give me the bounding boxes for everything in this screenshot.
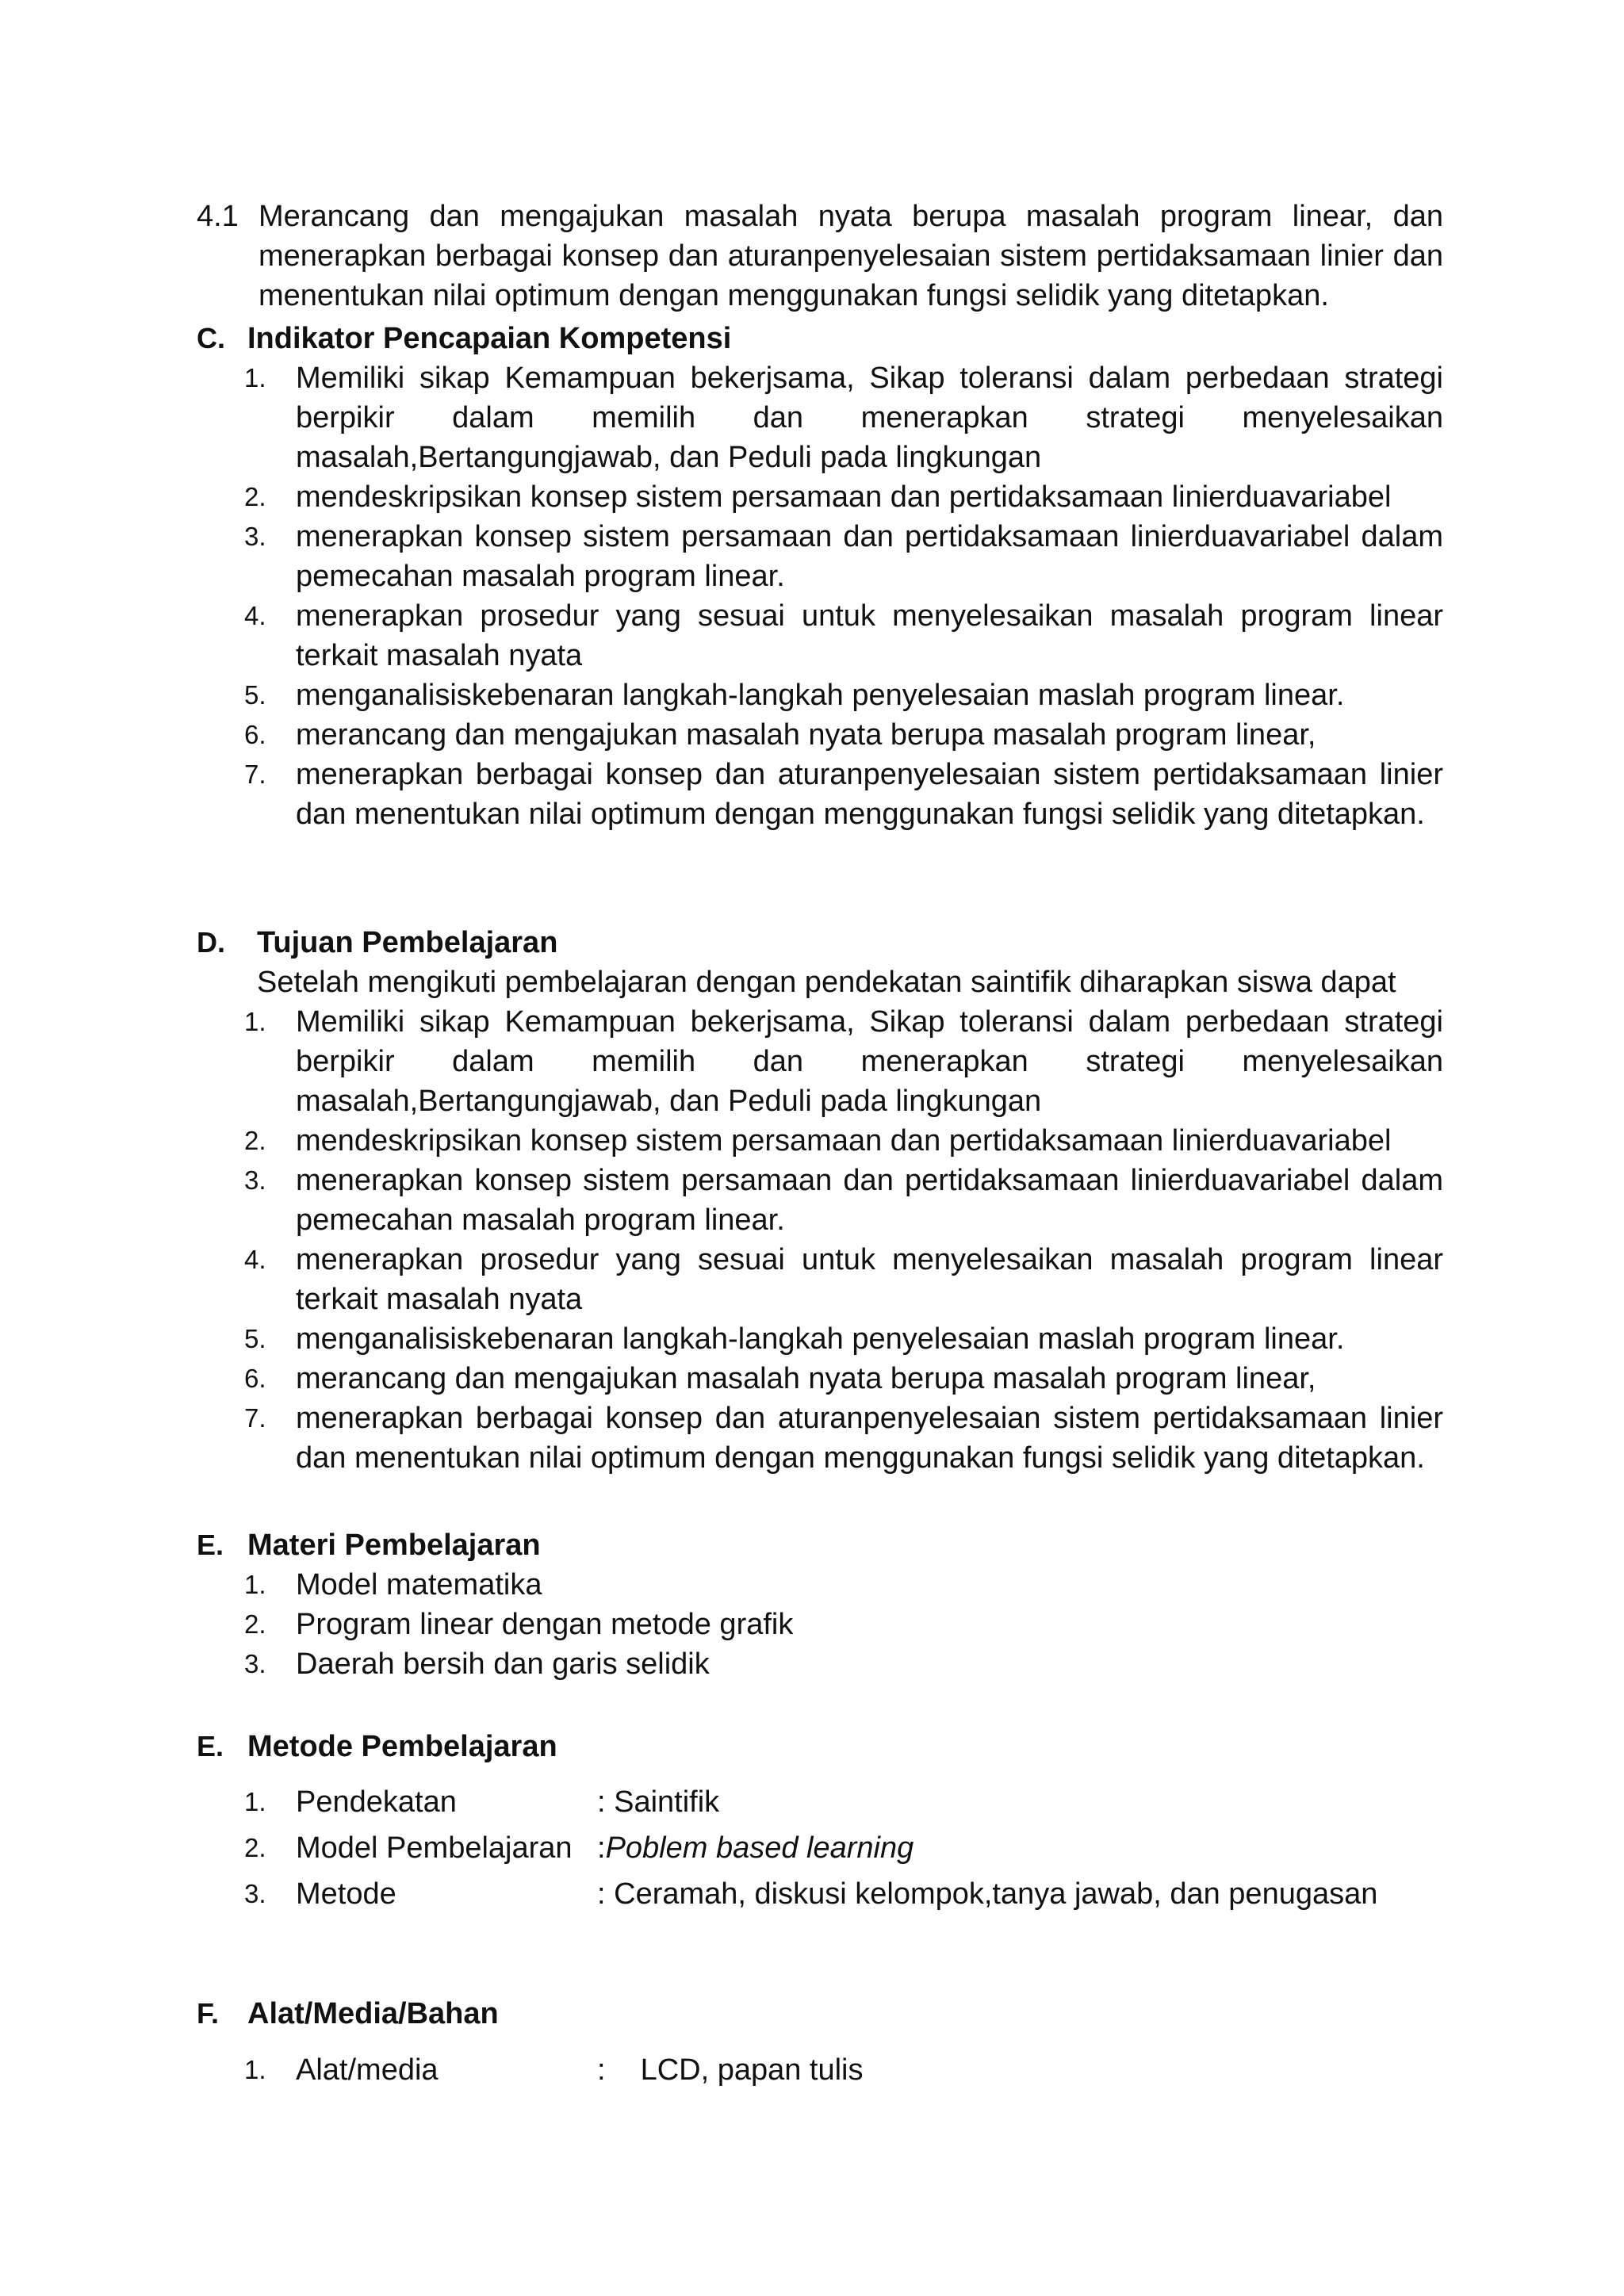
section-title: Metode Pembelajaran [247,1730,557,1763]
intro-text: Merancang dan mengajukan masalah nyata berupa masalah program linear, dan menerapkan berbagai konsep dan aturanpenyelesaian sistem pertidaksamaan linier dan menentukan nilai optimum dengan menggunakan fungsi selidik yang ditetapkan. [259,200,1443,312]
intro-number: 4.1 [197,200,239,233]
section-materi [197,1525,1443,1684]
section-heading [197,923,1443,962]
list-item: 3. Daerah bersih dan garis selidik [244,1647,710,1681]
list-item: 1. Alat/media : LCD, papan tulis [244,2053,864,2087]
list-item: 2. mendeskripsikan konsep sistem persamaan dan pertidaksamaan linierduavariabel [244,1124,1392,1158]
section-heading [197,1727,1443,1766]
section-alat [197,1994,1443,2034]
section-letter: E. [197,1529,224,1561]
section-title: Indikator Pencapaian Kompetensi [247,322,732,355]
section-title: Materi Pembelajaran [247,1529,541,1562]
list-item: 1. Pendekatan : Saintifik [244,1785,720,1819]
list-item: 1. Model matematika [244,1568,542,1601]
section-heading [197,1994,1443,2034]
section-title: Tujuan Pembelajaran [257,926,558,959]
list-item: 5. menganalisiskebenaran langkah-langkah penyelesaian maslah program linear. [244,679,1345,712]
intro-paragraph [197,197,1443,316]
list-item: 2. Model Pembelajaran :Poblem based learning [244,1831,914,1865]
tujuan-list [197,1002,1443,1478]
list-item: 7. menerapkan berbagai konsep dan aturanpenyelesaian sistem pertidaksamaan linier dan menentukan nilai optimum dengan menggunakan fungsi selidik yang ditetapkan. [244,1402,1443,1475]
list-item: 4. menerapkan prosedur yang sesuai untuk menyelesaikan masalah program linear terkait masalah nyata [244,1243,1443,1316]
section-title: Alat/Media/Bahan [247,1997,499,2030]
section-letter: E. [197,1730,224,1762]
list-item: 1. Memiliki sikap Kemampuan bekerjsama, Sikap toleransi dalam perbedaan strategi berpikir dalam memilih dan menerapkan strategi menyelesaikan masalah,Bertangungjawab, dan Peduli pada lingkungan [244,362,1443,474]
alat-list [197,2047,1443,2093]
materi-list [197,1565,1443,1684]
list-item: 2. mendeskripsikan konsep sistem persamaan dan pertidaksamaan linierduavariabel [244,480,1392,514]
list-item: 7. menerapkan berbagai konsep dan aturanpenyelesaian sistem pertidaksamaan linier dan menentukan nilai optimum dengan menggunakan fungsi selidik yang ditetapkan. [244,758,1443,831]
section-heading [197,319,1443,358]
section-tujuan [197,923,1443,1478]
section-letter: C. [197,322,225,354]
section-heading [197,1525,1443,1565]
list-item: 3. menerapkan konsep sistem persamaan dan pertidaksamaan linierduavariabel dalam pemecahan masalah program linear. [244,1164,1443,1237]
section-letter: F. [197,1997,220,2030]
list-item: 4. menerapkan prosedur yang sesuai untuk menyelesaikan masalah program linear terkait masalah nyata [244,599,1443,672]
section-metode [197,1727,1443,1766]
list-item: 5. menganalisiskebenaran langkah-langkah penyelesaian maslah program linear. [244,1322,1345,1356]
indikator-list [197,358,1443,834]
list-item: 3. Metode : Ceramah, diskusi kelompok,tanya jawab, dan penugasan [244,1877,1378,1911]
section-letter: D. [197,926,225,959]
list-item: 6. merancang dan mengajukan masalah nyata berupa masalah program linear, [244,1362,1316,1395]
list-item: 6. merancang dan mengajukan masalah nyata berupa masalah program linear, [244,718,1316,752]
list-item: 3. menerapkan konsep sistem persamaan dan pertidaksamaan linierduavariabel dalam pemecahan masalah program linear. [244,520,1443,593]
list-item: 1. Memiliki sikap Kemampuan bekerjsama, Sikap toleransi dalam perbedaan strategi berpikir dalam memilih dan menerapkan strategi menyelesaikan masalah,Bertangungjawab, dan Peduli pada lingkungan [244,1005,1443,1118]
section-indikator [197,319,1443,834]
metode-list [197,1779,1443,1917]
list-item: 2. Program linear dengan metode grafik [244,1608,794,1641]
section-lead-text: Setelah mengikuti pembelajaran dengan pendekatan saintifik diharapkan siswa dapat [257,966,1396,999]
